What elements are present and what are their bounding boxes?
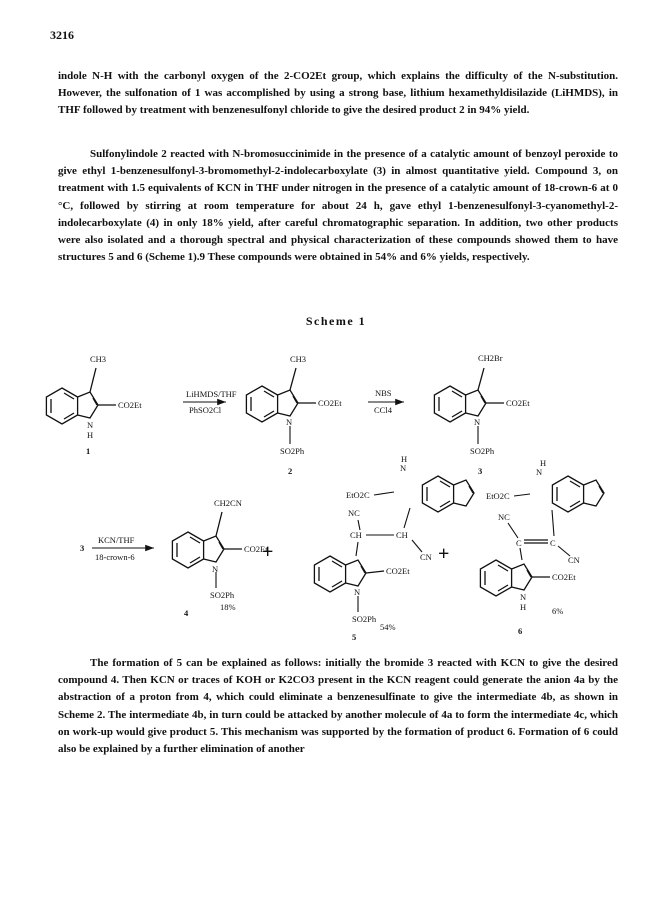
plus-sign-1: + — [262, 541, 274, 563]
svg-text:SO2Ph: SO2Ph — [210, 590, 235, 600]
svg-text:H: H — [520, 602, 527, 612]
reaction-arrow-2 — [368, 388, 404, 415]
svg-text:CH3: CH3 — [90, 354, 107, 364]
svg-text:2: 2 — [288, 466, 293, 476]
compound-4 — [172, 498, 268, 618]
svg-text:NC: NC — [348, 508, 360, 518]
svg-text:N: N — [212, 564, 219, 574]
compound-6 — [480, 458, 604, 636]
svg-text:CO2Et: CO2Et — [386, 566, 410, 576]
scheme-title: Scheme 1 — [305, 314, 367, 328]
svg-text:SO2Ph: SO2Ph — [280, 446, 305, 456]
svg-text:CO2Et: CO2Et — [552, 572, 576, 582]
svg-text:CO2Et: CO2Et — [118, 400, 142, 410]
svg-text:N: N — [354, 587, 361, 597]
svg-text:CN: CN — [420, 552, 432, 562]
svg-text:NBS: NBS — [375, 388, 392, 398]
compound-3 — [434, 353, 530, 476]
svg-text:CO2Et: CO2Et — [318, 398, 342, 408]
plus-sign-2: + — [438, 543, 450, 565]
svg-text:CH3: CH3 — [290, 354, 307, 364]
compound-2 — [246, 354, 342, 476]
compound-5 — [314, 454, 474, 642]
svg-text:CH2Br: CH2Br — [478, 353, 503, 363]
svg-text:N: N — [474, 417, 481, 427]
reaction-arrow-1 — [183, 389, 237, 415]
svg-text:5: 5 — [352, 632, 357, 642]
svg-text:SO2Ph: SO2Ph — [352, 614, 377, 624]
svg-text:18%: 18% — [220, 602, 236, 612]
svg-text:SO2Ph: SO2Ph — [470, 446, 495, 456]
svg-text:N: N — [520, 592, 527, 602]
svg-text:3: 3 — [80, 543, 85, 553]
svg-text:CN: CN — [568, 555, 580, 565]
svg-text:NC: NC — [498, 512, 510, 522]
svg-text:CH2CN: CH2CN — [214, 498, 242, 508]
paragraph-3: The formation of 5 can be explained as follows: initially the bromide 3 reacted with KCN to give the desired compound 4. Then KCN or traces of KOH or K2CO3 present in the KCN reagent could generate the anion 4a by the abstraction of a proton from 4, which could eliminate a benzenesulfinate to give the intermediate 4b, as shown in Scheme 2. The intermediate 4b, in turn could be attacked by another molecule of 4a to form the intermediate 4c, which on work-up would give product 5. This mechanism was supported by the formation of product 6. Formation of 6 could also be explained by a further elimination of another — [58, 657, 618, 756]
svg-text:LiHMDS/THF: LiHMDS/THF — [186, 389, 237, 399]
svg-text:CO2Et: CO2Et — [506, 398, 530, 408]
svg-text:CCl4: CCl4 — [374, 405, 392, 415]
svg-text:3: 3 — [478, 466, 483, 476]
svg-text:CH: CH — [350, 530, 362, 540]
paragraph-1: indole N-H with the carbonyl oxygen of the 2-CO2Et group, which explains the difficulty of the N-substitution. However, the sulfonation of 1 was accomplished by using a strong base, lithium hexamethyldisilazide (LiHMDS), in THF followed by treatment with benzenesulfonyl chloride to give the desired product 2 in 94% yield. — [58, 70, 618, 117]
svg-text:4: 4 — [184, 608, 189, 618]
svg-text:6: 6 — [518, 626, 523, 636]
svg-text:CO2Et: CO2Et — [244, 544, 268, 554]
svg-text:C: C — [516, 538, 522, 548]
svg-text:N: N — [400, 463, 407, 473]
reaction-arrow-3 — [80, 535, 154, 562]
svg-text:N: N — [286, 417, 293, 427]
svg-text:18-crown-6: 18-crown-6 — [95, 552, 135, 562]
svg-text:PhSO2Cl: PhSO2Cl — [189, 405, 222, 415]
scheme-1-diagram — [0, 330, 672, 650]
page-number: 3216 — [50, 28, 74, 42]
svg-text:CH: CH — [396, 530, 408, 540]
svg-text:N: N — [87, 420, 94, 430]
svg-text:H: H — [540, 458, 547, 468]
svg-text:C: C — [550, 538, 556, 548]
svg-text:54%: 54% — [380, 622, 396, 632]
svg-text:EtO2C: EtO2C — [346, 490, 370, 500]
svg-text:1: 1 — [86, 446, 91, 456]
svg-text:EtO2C: EtO2C — [486, 491, 510, 501]
svg-text:6%: 6% — [552, 606, 564, 616]
svg-text:H: H — [401, 454, 408, 464]
svg-text:H: H — [87, 430, 94, 440]
paragraph-2: Sulfonylindole 2 reacted with N-bromosuccinimide in the presence of a catalytic amount of benzoyl peroxide to give ethyl 1-benzenesulfonyl-3-bromomethyl-2-indolecarboxylate (3) in almost quantitative yield. Compound 3, on treatment with 1.5 equivalents of KCN in THF under nitrogen in the presence of a catalytic amount of 18-crown-6 at 0 °C, followed by stirring at room temperature for about 24 h, gave ethyl 1-benzenesulfonyl-3-cyanomethyl-2-indolecarboxylate (4) in only 18% yield, after careful chromatographic separation. In addition, two other products were also isolated and a thorough spectral and physical characterization of these compounds showed them to have structures 5 and 6 (Scheme 1).9 These compounds were obtained in 54% and 6% yields, respectively. — [58, 148, 618, 264]
svg-text:N: N — [536, 467, 543, 477]
svg-text:KCN/THF: KCN/THF — [98, 535, 135, 545]
compound-1 — [46, 354, 142, 456]
